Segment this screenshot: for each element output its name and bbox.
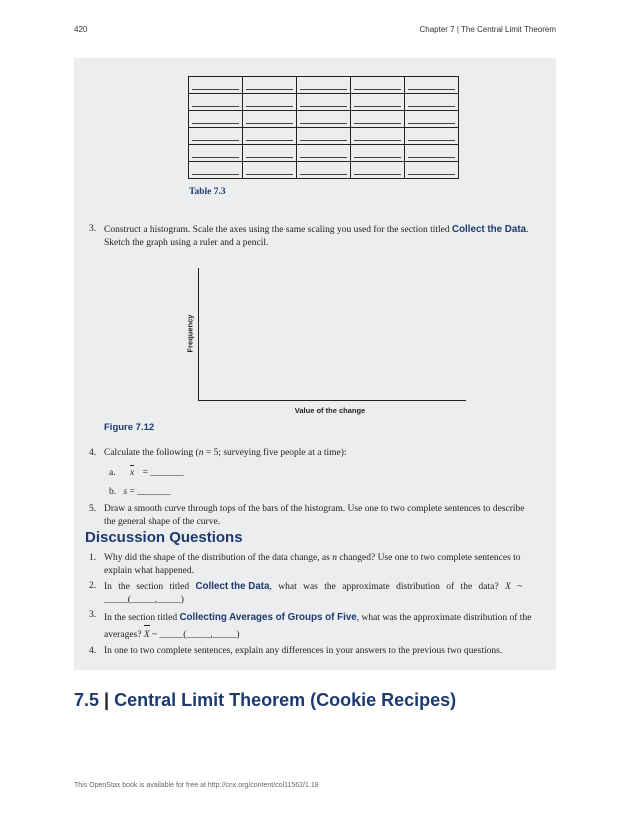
x-axis [198,400,466,401]
y-axis [198,268,199,400]
discussion-heading: Discussion Questions [85,529,243,546]
collecting-averages-link[interactable]: Collecting Averages of Groups of Five [179,612,357,623]
table-row [189,128,459,145]
step-4a: a. x = _______ [109,468,184,478]
table-caption: Table 7.3 [189,187,226,197]
collect-data-link[interactable]: Collect the Data [452,224,527,235]
section-title: 7.5 | Central Limit Theorem (Cookie Recipes) [74,690,457,710]
page-number: 420 [74,25,88,34]
table-row [189,162,459,179]
figure-caption: Figure 7.12 [104,422,155,433]
table-row [189,145,459,162]
page-footer: This OpenStax book is available for free at http://cnx.org/content/col11562/1.18 [74,782,319,789]
table-row [189,111,459,128]
table-row [189,94,459,111]
chapter-header: Chapter 7 | The Central Limit Theorem [419,25,556,34]
y-axis-label: Frequency [185,314,195,353]
step-4b: b. s = _______ [109,487,171,497]
x-axis-label: Value of the change [294,406,366,415]
blank-data-table [188,76,459,179]
table-row [189,77,459,94]
collect-data-link-2[interactable]: Collect the Data [195,581,270,592]
